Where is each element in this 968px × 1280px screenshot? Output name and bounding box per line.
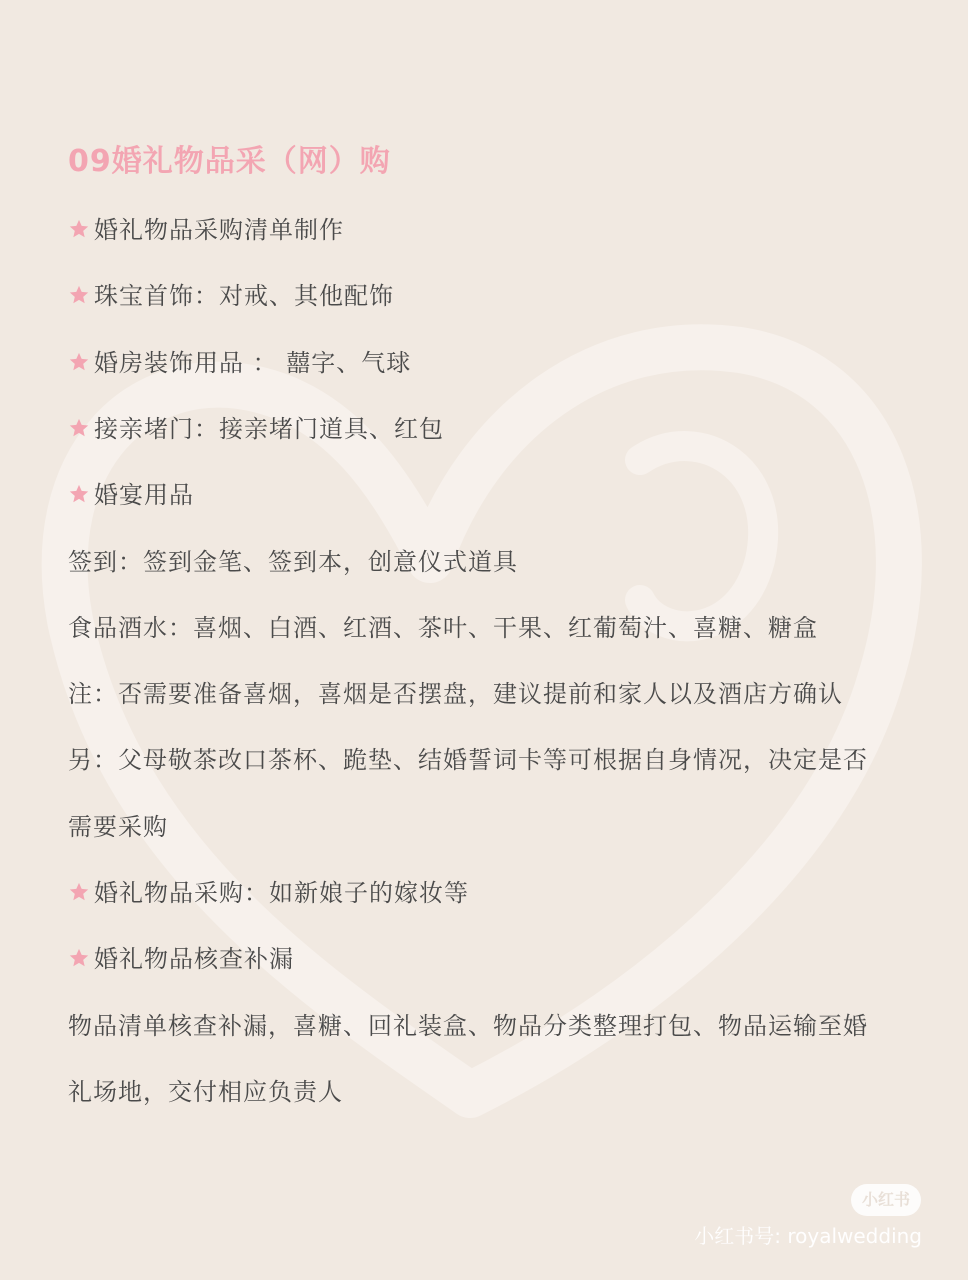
line-text: 婚礼物品核查补漏 [94,945,294,974]
line-text: 需要采购 [68,812,168,841]
text-line [68,544,518,580]
line-text: 婚宴用品 [94,481,194,510]
line-text: 签到：签到金笔、签到本，创意仪式道具 [68,547,518,576]
line-text: 物品清单核查补漏，喜糖、回礼装盒、物品分类整理打包、物品运输至婚 [68,1011,868,1040]
line-text: 礼场地，交付相应负责人 [68,1077,343,1106]
bullet-item [68,941,294,977]
line-text: 婚礼物品采购清单制作 [94,216,344,244]
line-text: 接亲堵门：接亲堵门道具、红包 [94,414,444,443]
text-line [68,1074,343,1110]
line-text: 食品酒水：喜烟、白酒、红酒、茶叶、干果、红葡萄汁、喜糖、糖盒 [68,613,818,642]
bullet-item [68,278,394,314]
line-text: 另：父母敬茶改口茶杯、跪垫、结婚誓词卡等可根据自身情况，决定是否 [68,746,868,775]
star-icon [68,284,90,306]
watermark-text: 小红书号: royalwedding [694,1224,922,1248]
star-icon [68,881,90,903]
text-line [68,610,818,646]
text-line [68,809,168,845]
text-line [68,676,843,712]
bullet-item [68,212,344,248]
star-icon [68,947,90,969]
line-text: 婚房装饰用品 ： 囍字、气球 [94,348,412,377]
watermark-logo: 小红书 [851,1184,921,1216]
line-text: 婚礼物品采购：如新娘子的嫁妆等 [94,879,469,907]
star-icon [68,417,90,439]
text-line [68,1008,868,1044]
bullet-item [68,875,469,911]
star-icon [68,351,90,373]
bullet-item [68,477,194,513]
star-icon [68,483,90,505]
line-text: 注：否需要准备喜烟，喜烟是否摆盘，建议提前和家人以及酒店方确认 [68,680,843,709]
text-line [68,742,868,778]
bullet-item [68,411,444,447]
bullet-item [68,345,411,381]
line-text: 珠宝首饰：对戒、其他配饰 [94,282,394,311]
star-icon [68,218,90,240]
page-title: 09婚礼物品采（网）购 [68,144,391,179]
